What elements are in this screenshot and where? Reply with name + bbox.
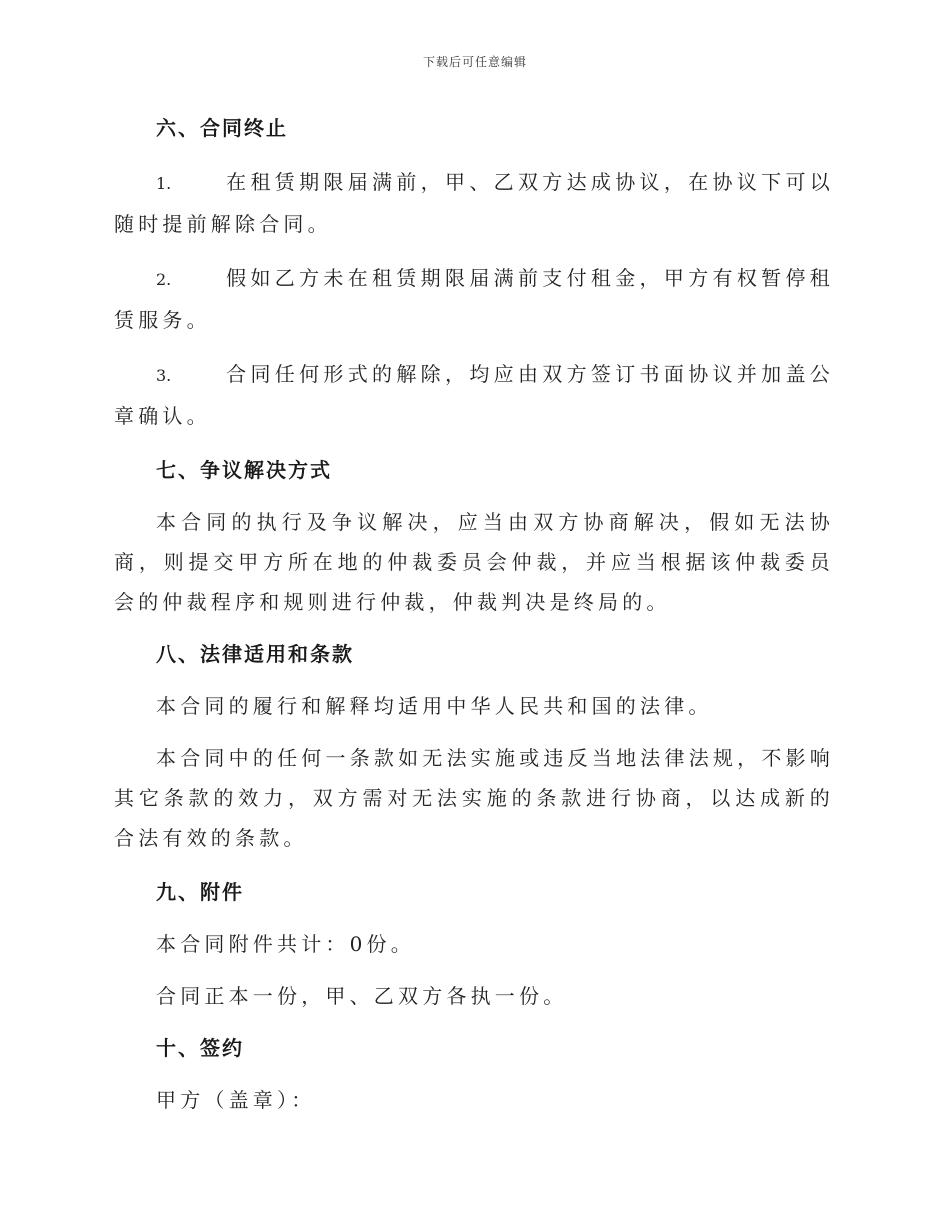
section-heading-dispute: 七、争议解决方式 xyxy=(156,458,332,482)
paragraph-law-2: 本合同中的任何一条款如无法实施或违反当地法律法规，不影响其它条款的效力，双方需对无法实施的条款进行协商，以达成新的合法有效的条款。 xyxy=(114,746,834,850)
clause-number: 2. xyxy=(156,270,172,289)
clause-text: 假如乙方未在租赁期限届满前支付租金，甲方有权暂停租赁服务。 xyxy=(114,266,834,332)
paragraph-dispute: 本合同的执行及争议解决，应当由双方协商解决，假如无法协商，则提交甲方所在地的仲裁委员会仲裁，并应当根据该仲裁委员会的仲裁程序和规则进行仲裁，仲裁判决是终局的。 xyxy=(114,510,834,614)
paragraph-law-1: 本合同的履行和解释均适用中华人民共和国的法律。 xyxy=(156,694,713,718)
clause-number: 1. xyxy=(156,174,172,193)
section-heading-law: 八、法律适用和条款 xyxy=(156,642,354,666)
paragraph-attachments-2: 合同正本一份，甲、乙双方各执一份。 xyxy=(156,984,568,1008)
document-body xyxy=(114,108,834,1120)
paragraph-attachments-1: 本合同附件共计：0份。 xyxy=(156,932,415,956)
page-header-note: 下载后可任意编辑 xyxy=(422,55,527,69)
section-heading-termination: 六、合同终止 xyxy=(156,116,288,140)
signature-party-a-label: 甲方（盖章）： xyxy=(156,1088,316,1112)
clause-item xyxy=(114,162,834,244)
clause-item xyxy=(114,354,834,436)
clause-number: 3. xyxy=(156,366,172,385)
clause-text: 在租赁期限届满前，甲、乙双方达成协议，在协议下可以随时提前解除合同。 xyxy=(114,170,834,236)
clause-text: 合同任何形式的解除，均应由双方签订书面协议并加盖公章确认。 xyxy=(114,362,834,428)
clause-item xyxy=(114,258,834,340)
section-heading-signing: 十、签约 xyxy=(156,1036,244,1060)
section-heading-attachments: 九、附件 xyxy=(156,880,244,904)
